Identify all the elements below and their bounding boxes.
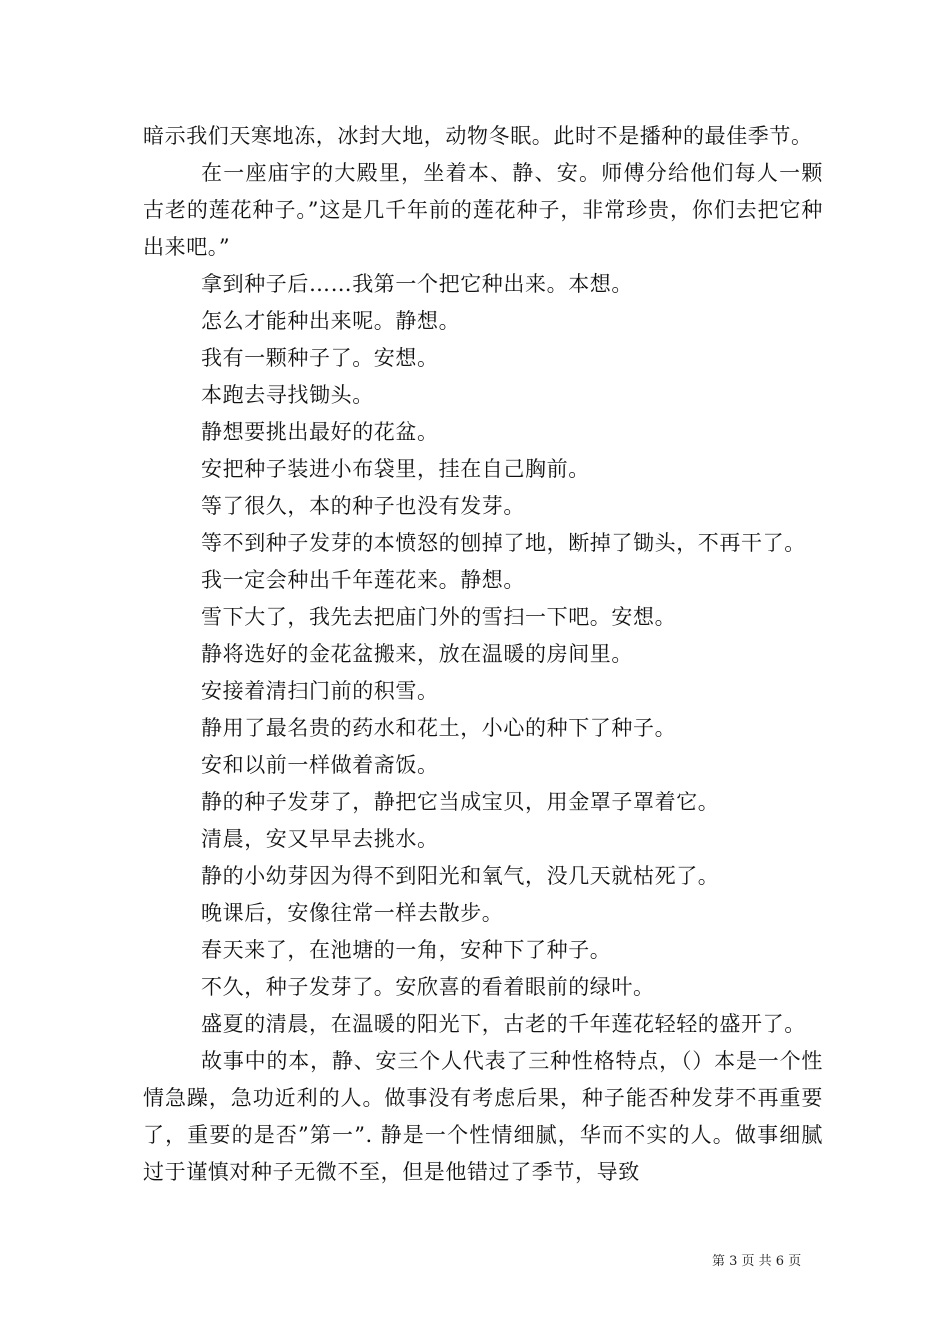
paragraph: 我一定会种出千年莲花来。静想。	[201, 568, 525, 592]
paragraph: 安把种子装进小布袋里，挂在自己胸前。	[201, 457, 590, 481]
paragraph: 本跑去寻找锄头。	[201, 383, 374, 407]
paragraph: 晚课后，安像往常一样去散步。	[201, 901, 504, 925]
page-number: 第 3 页 共 6 页	[712, 1254, 802, 1269]
paragraph: 静将选好的金花盆搬来，放在温暖的房间里。	[201, 642, 633, 666]
paragraph: 等不到种子发芽的本愤怒的刨掉了地，断掉了锄头，不再干了。	[201, 531, 806, 555]
paragraph: 盛夏的清晨，在温暖的阳光下，古老的千年莲花轻轻的盛开了。	[201, 1012, 806, 1036]
paragraph: 我有一颗种子了。安想。	[201, 346, 439, 370]
paragraph: 静想要挑出最好的花盆。	[201, 420, 439, 444]
paragraph: 怎么才能种出来呢。静想。	[201, 309, 461, 333]
paragraph: 不久，种子发芽了。安欣喜的看着眼前的绿叶。	[201, 975, 655, 999]
paragraph: 静用了最名贵的药水和花土，小心的种下了种子。	[201, 716, 677, 740]
paragraph: 静的小幼芽因为得不到阳光和氧气，没几天就枯死了。	[201, 864, 720, 888]
paragraph: 暗示我们天寒地冻，冰封大地，动物冬眠。此时不是播种的最佳季节。	[143, 124, 813, 148]
paragraph: 在一座庙宇的大殿里，坐着本、静、安。师傅分给他们每人一颗古老的莲花种子。”这是几千年前的莲花种子，非常珍贵，你们去把它种出来吧。”	[143, 161, 823, 259]
paragraph: 安接着清扫门前的积雪。	[201, 679, 439, 703]
paragraph: 故事中的本，静、安三个人代表了三种性格特点，（）本是一个性情急躁，急功近利的人。做事没有考虑后果，种子能否种发芽不再重要了，重要的是否”第一”. 静是一个性情细腻，华而不实的人。做事细腻过于谨慎对种子无微不至，但是他错过了季节，导致	[143, 1049, 823, 1184]
paragraph: 静的种子发芽了，静把它当成宝贝，用金罩子罩着它。	[201, 790, 720, 814]
document-body	[143, 118, 823, 1191]
paragraph: 雪下大了，我先去把庙门外的雪扫一下吧。安想。	[201, 605, 677, 629]
paragraph: 拿到种子后……我第一个把它种出来。本想。	[201, 272, 633, 296]
paragraph: 安和以前一样做着斋饭。	[201, 753, 439, 777]
paragraph: 春天来了，在池塘的一角，安种下了种子。	[201, 938, 612, 962]
paragraph: 等了很久，本的种子也没有发芽。	[201, 494, 525, 518]
paragraph: 清晨，安又早早去挑水。	[201, 827, 439, 851]
